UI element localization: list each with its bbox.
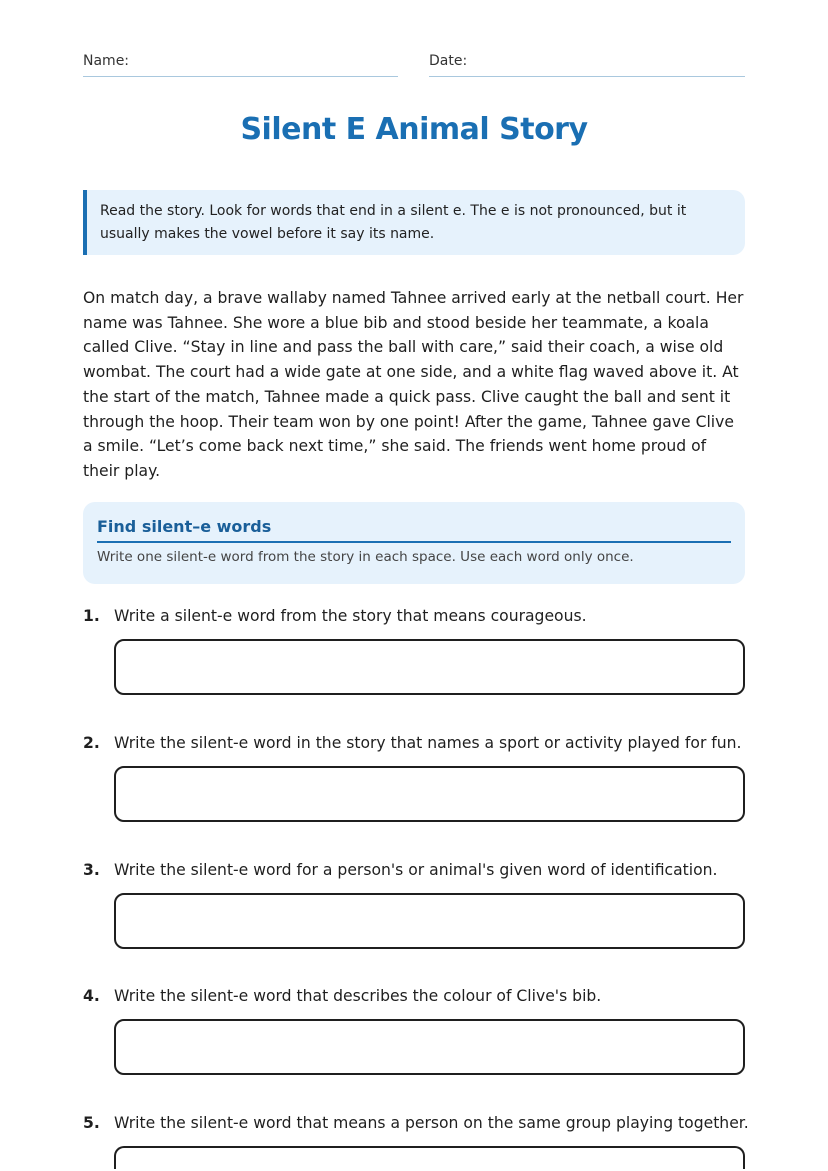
answer-box[interactable] — [114, 893, 745, 949]
question-text: Write a silent-e word from the story that means courageous. — [114, 607, 587, 625]
question-text: Write the silent-e word that describes the colour of Clive's bib. — [114, 987, 602, 1005]
task-title: Find silent–e words — [97, 516, 731, 543]
answer-box[interactable] — [114, 639, 745, 695]
task-subtitle: Write one silent-e word from the story in each space. Use each word only once. — [97, 549, 634, 565]
date-field[interactable] — [429, 52, 745, 77]
instructions-callout: Read the story. Look for words that end in a silent e. The e is not pronounced, but it usually makes the vowel before it say its name. — [83, 190, 745, 255]
question-number: 5. — [83, 1114, 100, 1132]
answer-box[interactable] — [114, 766, 745, 822]
question-number: 4. — [83, 987, 100, 1005]
name-label: Name: — [83, 53, 130, 69]
question-text: Write the silent-e word that means a person on the same group playing together. — [114, 1114, 749, 1132]
question-number: 3. — [83, 861, 100, 879]
task-box — [83, 502, 745, 584]
question-number: 1. — [83, 607, 100, 625]
name-field[interactable] — [83, 52, 398, 77]
answer-box[interactable] — [114, 1019, 745, 1075]
question-text: Write the silent-e word for a person's or animal's given word of identification. — [114, 861, 718, 879]
answer-box[interactable] — [114, 1146, 745, 1169]
question-text: Write the silent-e word in the story that names a sport or activity played for fun. — [114, 734, 742, 752]
story-paragraph: On match day, a brave wallaby named Tahnee arrived early at the netball court. Her name was Tahnee. She wore a blue bib and stood beside her teammate, a koala called Clive. “Stay in line and pass the ball with care,” said their coach, a wise old wombat. The court had a wide gate at one side, and a white flag waved above it. At the start of the match, Tahnee made a quick pass. Clive caught the ball and sent it through the hoop. Their team won by one point! After the game, Tahnee gave Clive a smile. “Let’s come back next time,” she said. The friends went home proud of their play. — [83, 289, 744, 480]
page-title: Silent E Animal Story — [240, 112, 588, 147]
name-date-row — [83, 52, 745, 78]
question-number: 2. — [83, 734, 100, 752]
date-label: Date: — [429, 53, 468, 69]
